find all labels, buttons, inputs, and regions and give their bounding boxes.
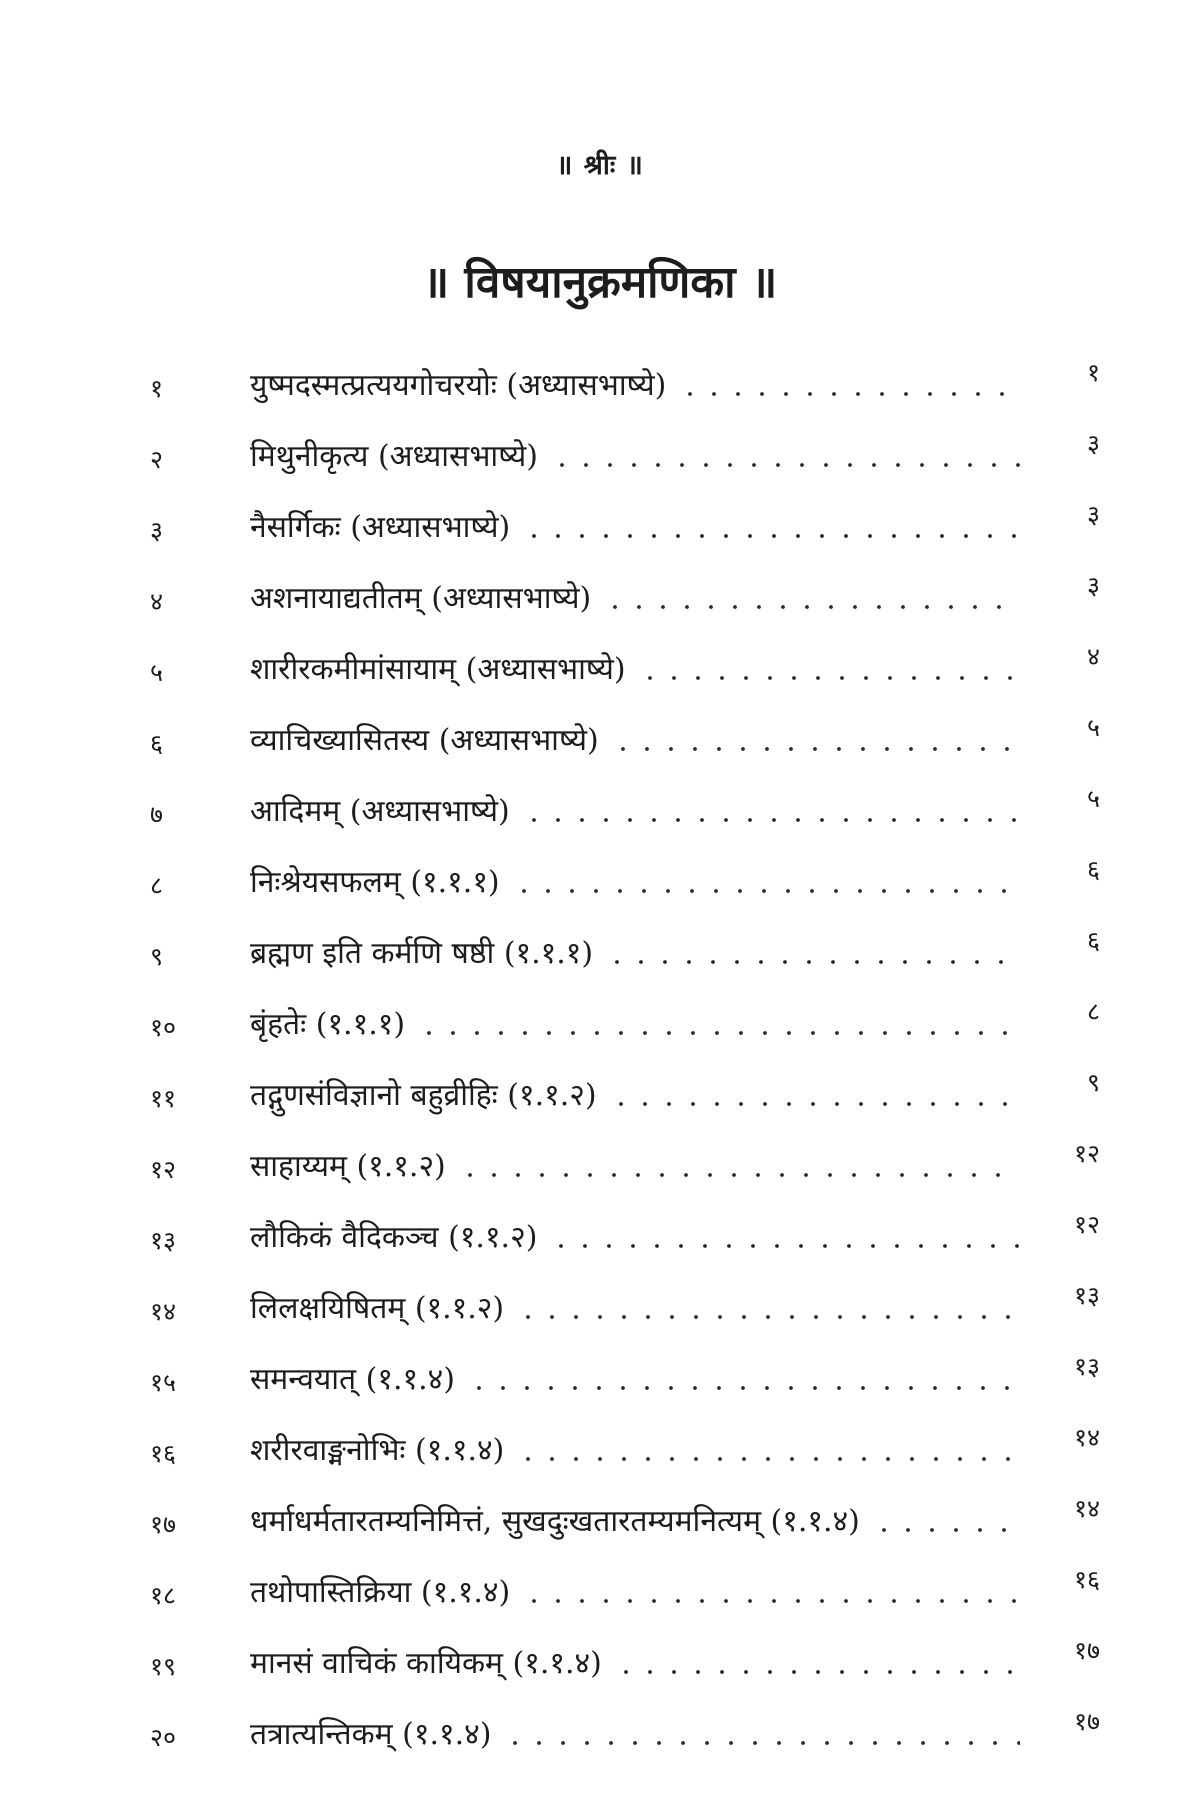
entry-number: ३ — [150, 515, 164, 545]
page-number: ४ — [1086, 641, 1100, 671]
dot-leader — [417, 1030, 1020, 1036]
entry-title: तथोपास्तिक्रिया (१.१.४) — [250, 1575, 511, 1610]
dot-leader — [503, 1740, 1020, 1746]
entry-body — [250, 1138, 1030, 1185]
entry-title: मानसं वाचिकं कायिकम् (१.१.४) — [250, 1646, 602, 1681]
entry-title: नैसर्गिकः (अध्यासभाष्ये) — [250, 510, 511, 545]
entry-number: ७ — [150, 799, 164, 829]
toc-entry[interactable] — [150, 1197, 1100, 1268]
entry-body — [250, 1564, 1030, 1611]
entry-title: तत्रात्यन्तिकम् (१.१.४) — [250, 1717, 492, 1752]
page-number: ८ — [1086, 996, 1100, 1026]
toc-entry[interactable] — [150, 1055, 1100, 1126]
entry-title: ब्रह्मण इति कर्मणि षष्ठी (१.१.१) — [250, 936, 594, 971]
page-number: ६ — [1086, 925, 1100, 955]
page-number: ३ — [1086, 570, 1100, 600]
toc-entry[interactable] — [150, 1623, 1100, 1694]
entry-title: धर्माधर्मतारतम्यनिमित्तं, सुखदुःखतारतम्यमनित्यम् (१.१.४) — [250, 1504, 860, 1539]
entry-number: १३ — [150, 1225, 177, 1255]
entry-title: अशनायाद्यतीतम् (अध्यासभाष्ये) — [250, 581, 592, 616]
entry-number: ८ — [150, 870, 164, 900]
toc-entry[interactable] — [150, 558, 1100, 629]
toc-entry[interactable] — [150, 1410, 1100, 1481]
entry-number: ९ — [150, 941, 164, 971]
dot-leader — [458, 1172, 1020, 1178]
entry-body — [250, 1493, 1030, 1540]
entry-body — [250, 1280, 1030, 1327]
dot-leader — [516, 1314, 1020, 1320]
entry-title: लिलक्षयिषितम् (१.१.२) — [250, 1291, 505, 1326]
page-number: १३ — [1073, 1280, 1100, 1310]
toc-entry[interactable] — [150, 1481, 1100, 1552]
page-number: १७ — [1073, 1635, 1100, 1665]
entry-title: साहाय्यम् (१.१.२) — [250, 1149, 446, 1184]
page-number: ३ — [1086, 499, 1100, 529]
entry-body — [250, 712, 1030, 759]
page-number: ५ — [1086, 783, 1100, 813]
entry-title: व्याचिख्यासितस्य (अध्यासभाष्ये) — [250, 723, 599, 758]
entry-number: २ — [150, 444, 164, 474]
entry-body — [250, 783, 1030, 830]
toc-entry[interactable] — [150, 1552, 1100, 1623]
table-of-contents — [150, 345, 1100, 1765]
entry-title: युष्मदस्मत्प्रत्ययगोचरयोः (अध्यासभाष्ये) — [250, 368, 667, 403]
entry-body — [250, 1635, 1030, 1682]
entry-body — [250, 641, 1030, 688]
entry-body — [250, 1422, 1030, 1469]
entry-body — [250, 854, 1030, 901]
toc-entry[interactable] — [150, 771, 1100, 842]
entry-title: शरीरवाङ्मनोभिः (१.१.४) — [250, 1433, 505, 1468]
entry-body — [250, 428, 1030, 475]
entry-number: ११ — [150, 1083, 177, 1113]
page-number: १४ — [1073, 1493, 1100, 1523]
entry-number: १२ — [150, 1154, 177, 1184]
dot-leader — [512, 888, 1020, 894]
entry-body — [250, 570, 1030, 617]
entry-title: तद्गुणसंविज्ञानो बहुव्रीहिः (१.१.२) — [250, 1078, 597, 1113]
entry-number: १० — [150, 1012, 177, 1042]
dot-leader — [603, 604, 1020, 610]
dot-leader — [516, 1456, 1020, 1462]
entry-body — [250, 1209, 1030, 1256]
entry-body — [250, 1351, 1030, 1398]
dot-leader — [522, 817, 1020, 823]
entry-title: बृंहतेः (१.१.१) — [250, 1007, 406, 1042]
entry-body — [250, 1706, 1030, 1753]
dot-leader — [605, 959, 1020, 965]
toc-entry[interactable] — [150, 1694, 1100, 1765]
entry-title: लौकिकं वैदिकञ्च (१.१.२) — [250, 1220, 538, 1255]
toc-entry[interactable] — [150, 700, 1100, 771]
toc-entry[interactable] — [150, 1339, 1100, 1410]
entry-number: ६ — [150, 728, 164, 758]
page-number: १२ — [1073, 1138, 1100, 1168]
entry-body — [250, 925, 1030, 972]
toc-entry[interactable] — [150, 629, 1100, 700]
toc-entry[interactable] — [150, 1126, 1100, 1197]
dot-leader — [872, 1527, 1020, 1533]
toc-entry[interactable] — [150, 1268, 1100, 1339]
entry-number: १९ — [150, 1651, 177, 1681]
dot-leader — [609, 1101, 1020, 1107]
page-number: ९ — [1086, 1067, 1100, 1097]
page-number: १७ — [1073, 1706, 1100, 1736]
entry-body — [250, 1067, 1030, 1114]
entry-number: १५ — [150, 1367, 177, 1397]
page-number: ६ — [1086, 854, 1100, 884]
dot-leader — [611, 746, 1020, 752]
entry-number: ४ — [150, 586, 164, 616]
dot-leader — [550, 462, 1020, 468]
entry-body — [250, 357, 1030, 404]
dot-leader — [522, 533, 1020, 539]
dot-leader — [638, 675, 1020, 681]
page-number: १४ — [1073, 1422, 1100, 1452]
entry-number: १ — [150, 373, 164, 403]
dot-leader — [678, 391, 1020, 397]
entry-title: समन्वयात् (१.१.४) — [250, 1362, 455, 1397]
invocation-header: ॥ श्रीः ॥ — [556, 150, 644, 181]
entry-number: २० — [150, 1722, 177, 1752]
entry-number: १६ — [150, 1438, 177, 1468]
dot-leader — [467, 1385, 1020, 1391]
dot-leader — [549, 1243, 1020, 1249]
toc-entry[interactable] — [150, 416, 1100, 487]
toc-entry[interactable] — [150, 984, 1100, 1055]
page-number: १६ — [1073, 1564, 1100, 1594]
entry-number: १८ — [150, 1580, 177, 1610]
page-number: १३ — [1073, 1351, 1100, 1381]
entry-number: १७ — [150, 1509, 177, 1539]
entry-number: १४ — [150, 1296, 177, 1326]
toc-entry[interactable] — [150, 487, 1100, 558]
entry-title: आदिमम् (अध्यासभाष्ये) — [250, 794, 510, 829]
page-number: ५ — [1086, 712, 1100, 742]
page-number: १ — [1086, 357, 1100, 387]
toc-entry[interactable] — [150, 842, 1100, 913]
entry-title: मिथुनीकृत्य (अध्यासभाष्ये) — [250, 439, 538, 474]
entry-body — [250, 499, 1030, 546]
dot-leader — [614, 1669, 1020, 1675]
entry-title: शारीरकमीमांसायाम् (अध्यासभाष्ये) — [250, 652, 626, 687]
toc-entry[interactable] — [150, 913, 1100, 984]
toc-entry[interactable] — [150, 345, 1100, 416]
entry-number: ५ — [150, 657, 164, 687]
dot-leader — [522, 1598, 1020, 1604]
entry-title: निःश्रेयसफलम् (१.१.१) — [250, 865, 500, 900]
page-number: १२ — [1073, 1209, 1100, 1239]
page-number: ३ — [1086, 428, 1100, 458]
page-title: ॥ विषयानुक्रमणिका ॥ — [422, 257, 778, 308]
entry-body — [250, 996, 1030, 1043]
